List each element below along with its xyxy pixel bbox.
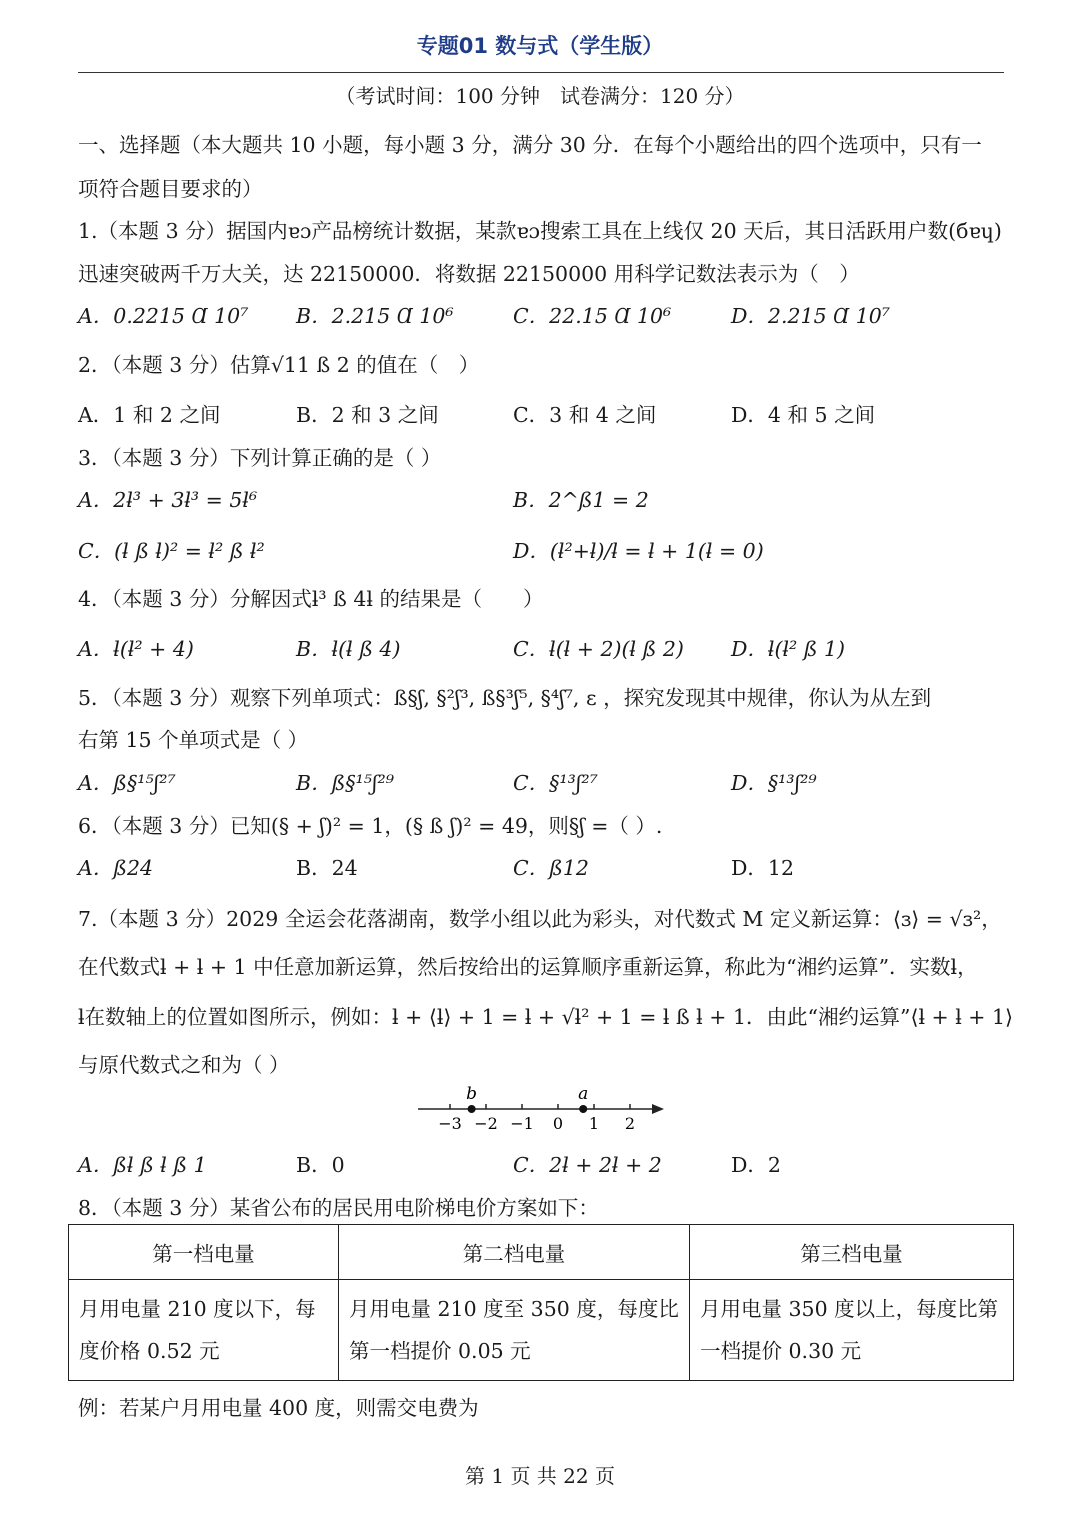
table-header-row (69, 1225, 1014, 1280)
q2-stem: 2．（本题 3 分）估算√11 ß 2 的值在（ ） (78, 353, 480, 377)
table-cell: 月用电量 210 度以下，每度价格 0.52 元 (69, 1280, 339, 1381)
q3-option-b: B．2^ß1 = 2 (513, 488, 649, 512)
exam-info: （考试时间：100 分钟 试卷满分：120 分） (335, 84, 745, 108)
q4-option-a: A．ƚ(ƚ² + 4) (78, 637, 194, 661)
tariff-table (68, 1224, 1014, 1381)
section-heading-line1: 一、选择题（本大题共 10 小题，每小题 3 分，满分 30 分．在每个小题给出的四个选项中，只有一 (78, 133, 982, 157)
q5-option-a: A．ß§¹⁵ʃ²⁷ (78, 771, 176, 795)
q7-option-b: B．0 (296, 1153, 345, 1177)
point-b-label: b (466, 1084, 478, 1104)
table-header-cell: 第三档电量 (690, 1225, 1014, 1280)
table-cell: 月用电量 350 度以上，每度比第一档提价 0.30 元 (690, 1280, 1014, 1381)
page-number: 第 1 页 共 22 页 (465, 1464, 615, 1488)
table-header-cell: 第一档电量 (69, 1225, 339, 1280)
number-line-tick-label: 1 (588, 1114, 600, 1133)
q6-option-b: B．24 (296, 856, 358, 880)
q7-stem-line3: ƚ在数轴上的位置如图所示，例如：ƚ + ⟨ƚ⟩ + 1 = ƚ + √ƚ² + 1 = ƚ ß ƚ + 1．由此“湘约运算”⟨ƚ + ƚ + 1⟩ (78, 1005, 1014, 1029)
number-line-tick-label: −1 (510, 1114, 534, 1133)
q4-option-d: D．ƚ(ƚ² ß 1) (731, 637, 846, 661)
point-a-marker (579, 1105, 587, 1113)
q1-option-d: D．2.215 Ɑ 10⁷ (731, 304, 890, 328)
q1-stem-line1: 1.（本题 3 分）据国内ɐɔ产品榜统计数据，某款ɐɔ搜索工具在上线仅 20 天后，其日活跃用户数(бɐɥ) (78, 219, 1002, 243)
q2-option-a: A．1 和 2 之间 (78, 403, 221, 427)
q2-option-c: C．3 和 4 之间 (513, 403, 657, 427)
q5-option-b: B．ß§¹⁵ʃ²⁹ (296, 771, 394, 795)
q3-option-a: A．2ƚ³ + 3ƚ³ = 5ƚ⁶ (78, 488, 258, 512)
q1-option-a: A．0.2215 Ɑ 10⁷ (78, 304, 249, 328)
q3-option-c: C．(ƚ ß ƚ)² = ƚ² ß ƚ² (78, 539, 265, 563)
q6-option-d: D．12 (731, 856, 795, 880)
table-row (69, 1280, 1014, 1381)
q1-option-b: B．2.215 Ɑ 10⁶ (296, 304, 454, 328)
number-line-tick-label: 0 (552, 1114, 564, 1133)
point-b-marker (468, 1105, 476, 1113)
q7-option-c: C．2ƚ + 2ƚ + 2 (513, 1153, 662, 1177)
q2-option-b: B．2 和 3 之间 (296, 403, 439, 427)
number-line-arrow (652, 1104, 664, 1114)
q5-option-d: D．§¹³ʃ²⁹ (731, 771, 817, 795)
number-line-tick-label: −3 (438, 1114, 462, 1133)
table-cell: 月用电量 210 度至 350 度，每度比第一档提价 0.05 元 (339, 1280, 690, 1381)
header-divider (78, 72, 1004, 73)
q3-option-d: D．(ƚ²+ƚ)/ƚ = ƚ + 1(ƚ = 0) (513, 539, 764, 563)
q4-option-b: B．ƚ(ƚ ß 4) (296, 637, 401, 661)
number-line-tick-label: −2 (474, 1114, 498, 1133)
q7-stem-line2: 在代数式ƚ + ƚ + 1 中任意加新运算，然后按给出的运算顺序重新运算，称此为“湘约运算”．实数ƚ， (78, 955, 978, 979)
q8-example: 例：若某户月用电量 400 度，则需交电费为 (78, 1396, 479, 1420)
q1-option-c: C．22.15 Ɑ 10⁶ (513, 304, 672, 328)
number-line-tick-label: 2 (624, 1114, 636, 1133)
q1-stem-line2: 迅速突破两千万大关，达 22150000．将数据 22150000 用科学记数法表示为（ ） (78, 262, 860, 286)
q5-stem-line1: 5．（本题 3 分）观察下列单项式：ß§ʃ, §²ʃ³, ß§³ʃ⁵, §⁴ʃ⁷, ɛ ，探究发现其中规律，你认为从左到 (78, 686, 932, 710)
q4-option-c: C．ƚ(ƚ + 2)(ƚ ß 2) (513, 637, 684, 661)
q7-option-d: D．2 (731, 1153, 781, 1177)
section-heading-line2: 项符合题目要求的） (78, 177, 263, 201)
q7-stem-line1: 7.（本题 3 分）2029 全运会花落湖南，数学小组以此为彩头，对代数式 M 定义新运算：⟨ɜ⟩ = √ɜ²， (78, 907, 1002, 931)
q2-option-d: D．4 和 5 之间 (731, 403, 876, 427)
q6-option-c: C．ß12 (513, 856, 589, 880)
number-line-figure (418, 1082, 668, 1134)
q7-option-a: A．ßƚ ß ƚ ß 1 (78, 1153, 207, 1177)
q3-stem: 3．（本题 3 分）下列计算正确的是（ ） (78, 446, 442, 470)
q8-stem: 8．（本题 3 分）某省公布的居民用电阶梯电价方案如下： (78, 1196, 599, 1220)
q6-option-a: A．ß24 (78, 856, 154, 880)
page-title: 专题01 数与式（学生版） (416, 34, 664, 58)
q6-stem: 6．（本题 3 分）已知(§ + ʃ)² = 1，(§ ß ʃ)² = 49，则§ʃ =（ ）. (78, 814, 663, 838)
table-header-cell: 第二档电量 (339, 1225, 690, 1280)
q5-stem-line2: 右第 15 个单项式是（ ） (78, 728, 309, 752)
point-a-label: a (578, 1084, 589, 1104)
q5-option-c: C．§¹³ʃ²⁷ (513, 771, 598, 795)
q4-stem: 4．（本题 3 分）分解因式ƚ³ ß 4ƚ 的结果是（ ） (78, 587, 544, 611)
q7-stem-line4: 与原代数式之和为（ ） (78, 1053, 290, 1077)
